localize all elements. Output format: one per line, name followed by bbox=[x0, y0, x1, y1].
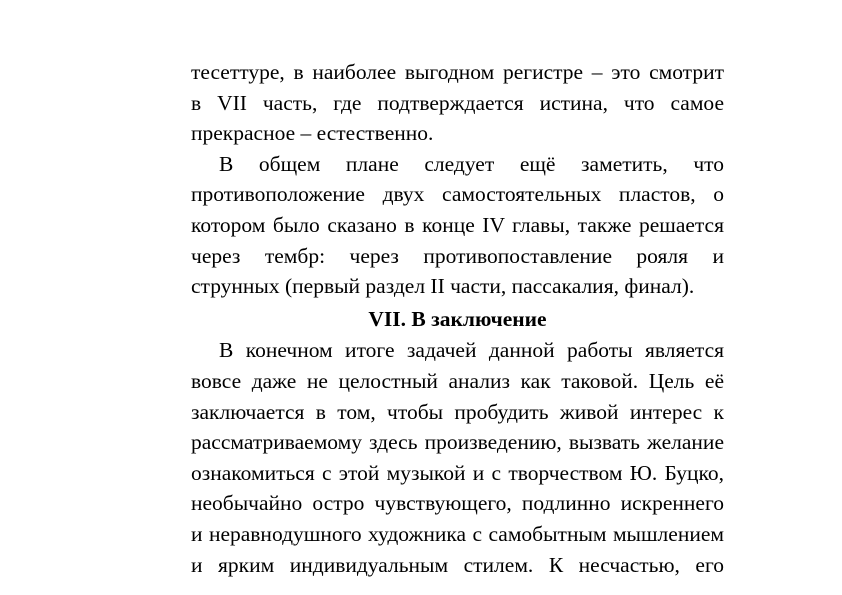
text-line: ознакомиться с этой музыкой и с творчеством Ю. Буцко, bbox=[191, 460, 724, 485]
text-line: тесеттуре, в наиболее выгодном регистре – это смотрит bbox=[191, 60, 724, 84]
paragraph-2 bbox=[191, 149, 724, 302]
text-line: котором было сказано в конце IV главы, также решается bbox=[191, 212, 724, 237]
text-line: рассматриваемому здесь произведению, вызвать желание bbox=[191, 430, 724, 455]
text-line: вовсе даже не целостный анализ как таковой. Цель её bbox=[191, 368, 724, 393]
text-line: струнных (первый раздел II части, пассакалия, финал). bbox=[191, 274, 695, 299]
text-line: противоположение двух самостоятельных пластов, о bbox=[191, 182, 724, 207]
paragraph-3 bbox=[191, 335, 724, 580]
text-line: В конечном итоге задачей данной работы является bbox=[219, 338, 724, 363]
document-page bbox=[191, 57, 724, 580]
text-line: В общем плане следует ещё заметить, что bbox=[219, 151, 724, 176]
text-line: в VII часть, где подтверждается истина, что самое bbox=[191, 90, 724, 115]
text-line: необычайно остро чувствующего, подлинно искреннего bbox=[191, 491, 724, 516]
text-line: и ярким индивидуальным стилем. К несчастью, его bbox=[191, 552, 724, 577]
paragraph-1 bbox=[191, 57, 724, 149]
text-line: и неравнодушного художника с самобытным мышлением bbox=[191, 521, 724, 546]
text-line: прекрасное – естественно. bbox=[191, 121, 434, 146]
section-heading: VII. В заключение bbox=[368, 306, 547, 331]
text-line: заключается в том, чтобы пробудить живой интерес к bbox=[191, 399, 724, 424]
text-line: через тембр: через противопоставление рояля и bbox=[191, 243, 724, 268]
